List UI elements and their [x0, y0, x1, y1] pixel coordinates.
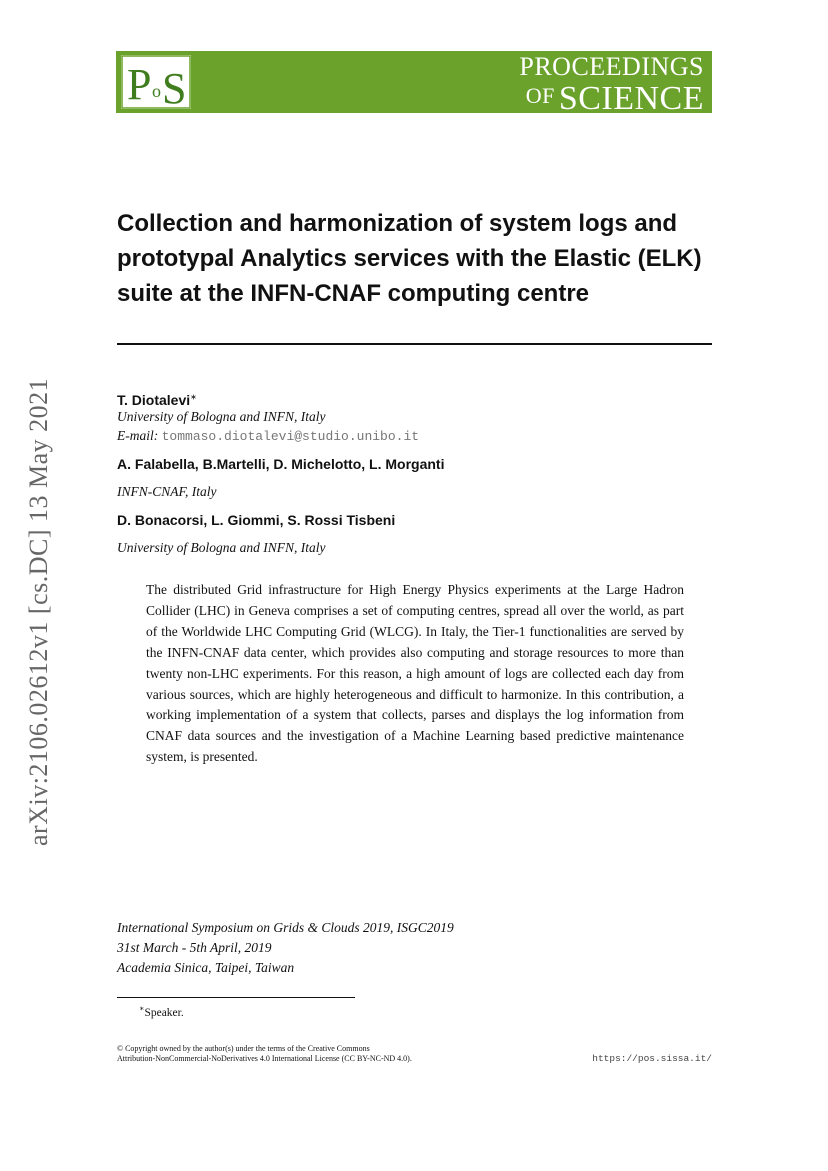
copyright-line2: Attribution-NonCommercial-NoDerivatives 4.0 International License (CC BY-NC-ND 4.0).	[117, 1054, 412, 1063]
affiliation-1: University of Bologna and INFN, Italy	[117, 409, 326, 424]
conference-venue: Academia Sinica, Taipei, Taiwan	[117, 960, 295, 975]
footnote-mark: ∗	[139, 1004, 145, 1013]
email-line	[117, 428, 419, 444]
footnote-text: Speaker.	[144, 1006, 184, 1019]
footnote-rule	[117, 997, 355, 998]
arxiv-identifier: arXiv:2106.02612v1 [cs.DC] 13 May 2021	[24, 377, 53, 846]
abstract: The distributed Grid infrastructure for High Energy Physics experiments at the Large Hadron Collider (LHC) in Geneva comprises a set of computing centres, spread all over the world, as part of the Worldwide LHC Computing Grid (WLCG). In Italy, the Tier-1 functionalities are served by the INFN-CNAF data center, which provides also computing and storage resources to more than twenty non-LHC experiments. For this reason, a high amount of logs are collected each day from various sources, which are highly heterogeneous and difficult to harmonize. In this contribution, a working implementation of a system that collects, parses and displays the log information from CNAF data sources and the investigation of a Machine Learning based predictive maintenance system, is presented.	[146, 582, 684, 765]
title-rule	[117, 343, 712, 345]
copyright-notice	[117, 1044, 412, 1064]
author-group-1	[117, 392, 197, 408]
pos-logo-icon	[121, 55, 191, 109]
conference-dates: 31st March - 5th April, 2019	[117, 940, 272, 955]
publisher-science: SCIENCE	[558, 80, 704, 117]
conference-name: International Symposium on Grids & Clouds 2019, ISGC2019	[117, 920, 454, 935]
pos-site-link[interactable]: https://pos.sissa.it/	[592, 1053, 712, 1064]
footnote	[139, 1004, 184, 1019]
conference-info	[117, 918, 454, 978]
svg-text:S: S	[162, 64, 187, 109]
svg-text:o: o	[152, 81, 161, 101]
author-group-3: D. Bonacorsi, L. Giommi, S. Rossi Tisbeni	[117, 512, 396, 528]
publisher-name	[444, 52, 704, 117]
pos-logo	[121, 55, 191, 109]
email-label: E-mail:	[117, 428, 159, 443]
author-group-2: A. Falabella, B.Martelli, D. Michelotto, L. Morganti	[117, 456, 445, 472]
svg-text:P: P	[127, 60, 152, 109]
pos-header-banner	[116, 51, 712, 117]
affiliation-3: University of Bologna and INFN, Italy	[117, 540, 326, 555]
publisher-of: OF	[525, 83, 555, 108]
speaker-mark: ∗	[190, 392, 197, 402]
paper-title: Collection and harmonization of system logs and prototypal Analytics services with the Elastic (ELK) suite at the INFN-CNAF computing centre	[117, 210, 702, 307]
publisher-line2	[526, 79, 704, 116]
author-names: T. Diotalevi	[117, 392, 191, 408]
publisher-line1: PROCEEDINGS	[519, 52, 704, 81]
copyright-line1: © Copyright owned by the author(s) under the terms of the Creative Commons	[117, 1044, 370, 1053]
email-link[interactable]: tommaso.diotalevi@studio.unibo.it	[161, 429, 420, 444]
affiliation-2: INFN-CNAF, Italy	[117, 484, 217, 499]
